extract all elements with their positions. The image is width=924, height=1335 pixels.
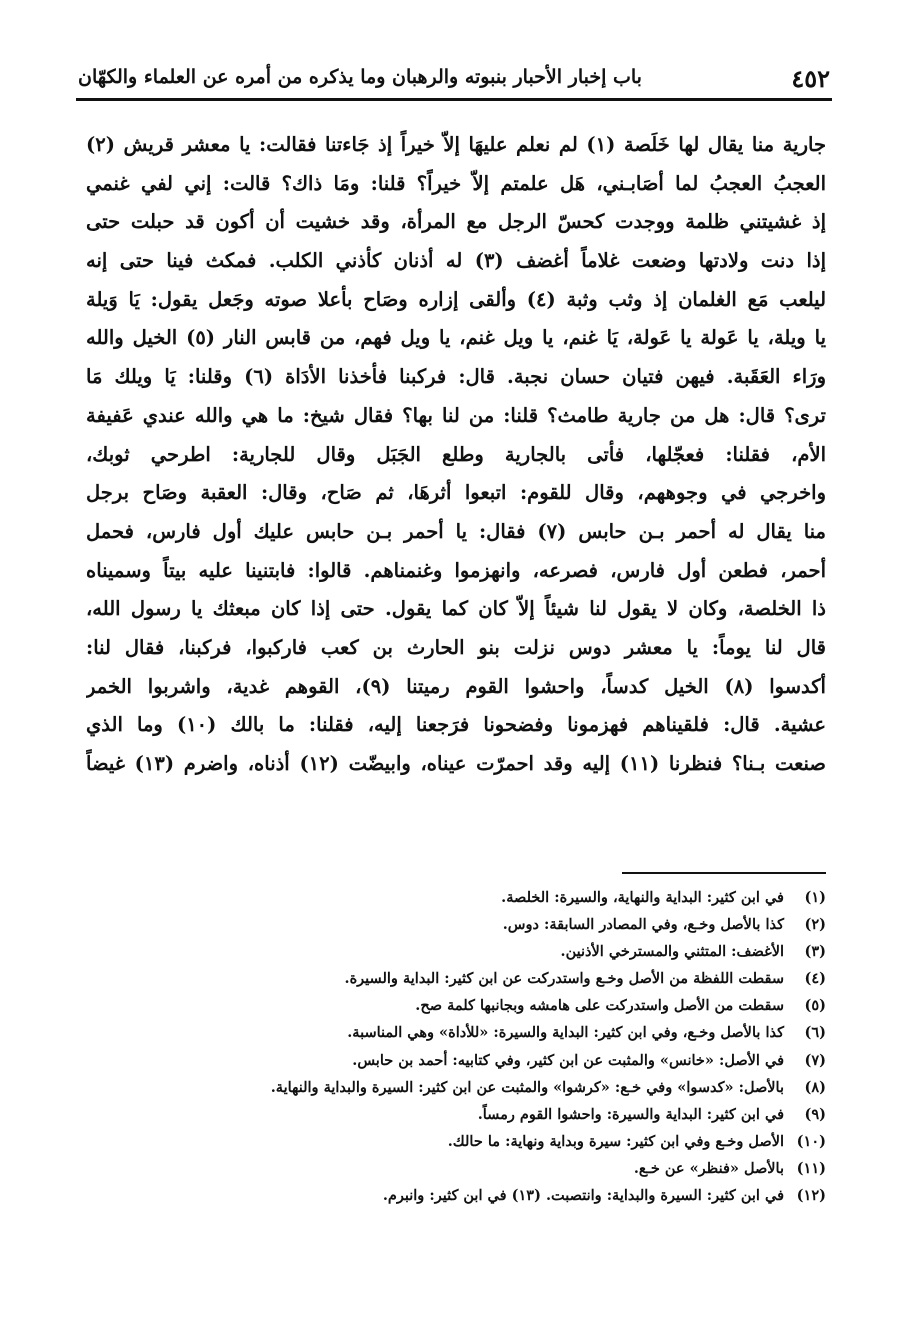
text-line: واخرجي في وجوههم، وقال للقوم: اتبعوا أثرهَا، ثم صَاح، وقال: العقبة وصَاح برجل — [86, 481, 826, 505]
footnote-text: في الأصل: «خانس» والمثبت عن ابن كثير، وفي كتابيه: أحمد بن حابس. — [352, 1051, 784, 1069]
footnotes — [150, 884, 826, 1209]
footnote-number: (٧) — [804, 1051, 826, 1069]
footnote-number: (٢) — [804, 916, 826, 934]
text-line: يا ويلة، يا عَولة يا عَولة، يَا غنم، يا ويل غنم، يا ويل فهم، من قابس النار (٥) الخيل والله — [86, 326, 826, 350]
footnote — [150, 1074, 826, 1101]
text-line: عشية. قال: فلقيناهم فهزمونا وفضحونا فرَجعنا إليه، فقلنا: ما بالك (١٠) وما الذي — [86, 713, 826, 737]
footnote-number: (٤) — [804, 970, 826, 988]
header-rule — [76, 98, 832, 101]
footnote — [150, 884, 826, 911]
text-line: جارية منا يقال لها خَلَصة (١) لم نعلم عليهَا إلاّ خيراً إذ جَاءتنا فقالت: يا معشر قريش (٢) — [86, 133, 826, 156]
main-text — [86, 126, 826, 784]
footnote-text: كذا بالأصل وخـع، وفي المصادر السابقة: دوس. — [502, 916, 784, 934]
footnote — [150, 965, 826, 992]
footnote-number: (١٠) — [796, 1132, 826, 1150]
footnote — [150, 1019, 826, 1046]
text-line: ورَاء العَقَبة. فيهن فتيان حسان نجبة. قال: فركبنا فأخذنا الأدَاة (٦) وقلنا: يَا ويلك مَا — [86, 365, 826, 389]
page-header — [78, 60, 830, 100]
text-line: صنعت بـنا؟ فنظرنا (١١) إليه وقد احمرّت عيناه، وابيضّت (١٢) أذناه، واضرم (١٣) غيضاً — [86, 752, 826, 775]
footnote-number: (١١) — [796, 1159, 826, 1177]
footnote — [150, 911, 826, 938]
footnote-text: في ابن كثير: السيرة والبداية: وانتصبت. (١٣) في ابن كثير: وانبرم. — [382, 1187, 784, 1205]
footnote-number: (٩) — [804, 1105, 826, 1123]
text-line: قال لنا يوماً: يا معشر دوس نزلت بنو الحارث بن كعب فاركبوا، فركبنا، فقال لنا: — [86, 635, 826, 659]
footnote-rule — [622, 872, 826, 874]
footnote-number: (١٢) — [796, 1187, 826, 1205]
footnote — [150, 992, 826, 1019]
footnote-number: (٣) — [804, 943, 826, 961]
footnote-text: الأغضف: المتثني والمسترخي الأذنين. — [560, 943, 784, 961]
footnote-number: (٥) — [804, 997, 826, 1015]
text-line: أكدسوا (٨) الخيل كدساً، واحشوا القوم رميتنا (٩)، القوهم غدية، واشربوا الخمر — [86, 674, 826, 698]
text-line: ذا الخلصة، وكان لا يقول لنا شيئاً إلاّ كان كما يقول. حتى إذا كان مبعثك يا رسول الله، — [86, 597, 826, 621]
footnote-number: (٦) — [804, 1024, 826, 1042]
footnote-text: كذا بالأصل وخـع، وفي ابن كثير: البداية والسيرة: «للأداة» وهي المناسبة. — [347, 1024, 784, 1042]
footnote — [150, 1128, 826, 1155]
text-line: إذا دنت ولادتها وضعت غلاماً أغضف (٣) له أذنان كأذني الكلب. فمكث فينا حتى إنه — [86, 249, 826, 273]
footnote — [150, 938, 826, 965]
text-line: الأم، فقلنا: فعجّلها، فأتى بالجارية وطلع الجَبَل وقال للجارية: اطرحي ثوبك، — [86, 442, 826, 466]
text-line: ليلعب مَع الغلمان إذ وثب وثبة (٤) وألقى إزاره وصَاح بأعلا صوته وجَعل يقول: يَا وَيلة — [86, 287, 826, 311]
footnote-number: (٨) — [804, 1078, 826, 1096]
footnote — [150, 1101, 826, 1128]
footnote-text: الأصل وخـع وفي ابن كثير: سيرة وبداية ونهاية: ما حالك. — [447, 1132, 784, 1150]
text-line: منا يقال له أحمر بـن حابس (٧) فقال: يا أحمر بـن حابس عليك أول فارس، فحمل — [86, 519, 826, 543]
footnote-text: سقطت اللفظة من الأصل وخـع واستدركت عن ابن كثير: البداية والسيرة. — [344, 970, 784, 988]
text-line: أحمر، فطعن أول فارس، فصرعه، وانهزموا وغنمناهم. قالوا: فابتنينا عليه بيتاً وسميناه — [86, 558, 826, 582]
footnote-text: سقطت من الأصل واستدركت على هامشه وبجانبها كلمة صح. — [415, 997, 784, 1015]
footnote — [150, 1182, 826, 1209]
text-line: إذ غشيتني ظلمة ووجدت كحسّ الرجل مع المرأة، وقد خشيت أن أكون قد حبلت حتى — [86, 210, 826, 234]
footnote — [150, 1047, 826, 1074]
footnote-number: (١) — [804, 889, 826, 906]
running-title: باب إخبار الأحبار بنبوته والرهبان وما يذكره من أمره عن العلماء والكهّان — [78, 66, 642, 88]
text-line: ترى؟ قال: هل من جارية طامث؟ قلنا: من لنا بها؟ فقال شيخ: ما هي والله عندي عَفيفة — [86, 403, 826, 427]
footnote-text: في ابن كثير: البداية والنهاية، والسيرة: الخلصة. — [501, 889, 784, 906]
footnote-text: في ابن كثير: البداية والسيرة: واحشوا القوم رمساً. — [477, 1105, 784, 1123]
footnote — [150, 1155, 826, 1182]
text-line: العجبُ العجبُ لما أصَابـني، هَل علمتم إلاّ خيراً؟ قلنا: ومَا ذاك؟ قالت: إني لفي غنمي — [86, 171, 826, 195]
page-number: ٤٥٢ — [791, 64, 830, 93]
footnote-text: بالأصل: «كدسوا» وفي خـع: «كرشوا» والمثبت عن ابن كثير: السيرة والبداية والنهاية. — [270, 1078, 784, 1096]
footnote-text: بالأصل «فنظر» عن خـع. — [633, 1159, 784, 1177]
